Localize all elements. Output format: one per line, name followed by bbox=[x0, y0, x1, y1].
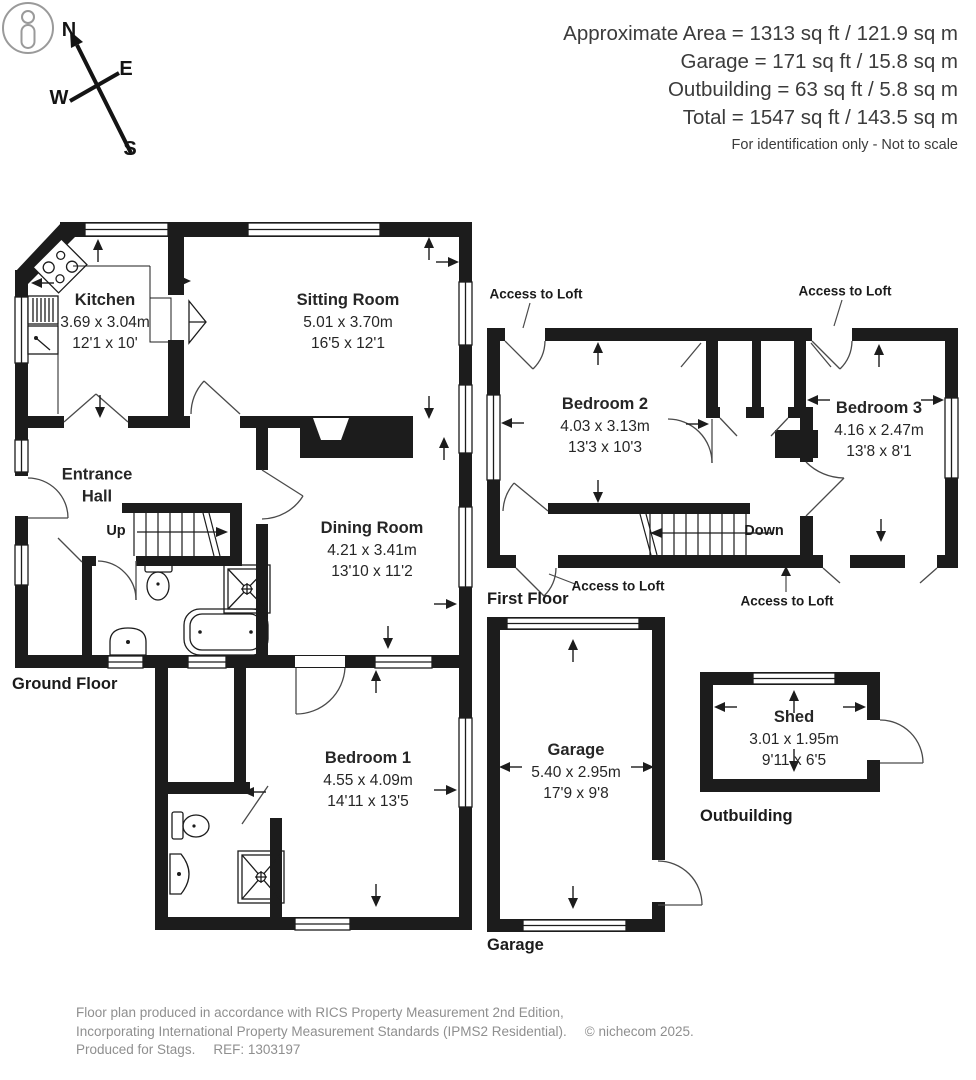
room-label-bedroom-1: Bedroom 1 4.55 x 4.09m 14'11 x 13'5 bbox=[323, 748, 413, 810]
bathtub-icon bbox=[184, 609, 268, 655]
caption-outbuilding: Outbuilding bbox=[700, 807, 793, 825]
approximate-area: Approximate Area = 1313 sq ft / 121.9 sq m bbox=[563, 22, 958, 45]
caption-first-floor: First Floor bbox=[487, 590, 569, 608]
toilet-icon bbox=[145, 561, 172, 600]
stairs-up-label: Up bbox=[106, 523, 126, 539]
outbuilding-area: Outbuilding = 63 sq ft / 5.8 sq m bbox=[667, 78, 958, 101]
room-label-bedroom-3: Bedroom 3 4.16 x 2.47m 13'8 x 8'1 bbox=[834, 398, 924, 460]
footer-text bbox=[76, 1004, 694, 1060]
total-area: Total = 1547 sq ft / 143.5 sq m bbox=[682, 106, 958, 129]
disclaimer: For identification only - Not to scale bbox=[731, 137, 958, 153]
room-label-dining-room: Dining Room 4.21 x 3.41m 13'10 x 11'2 bbox=[320, 518, 424, 580]
access-to-loft-label: Access to Loft bbox=[798, 283, 892, 299]
stairs-up bbox=[134, 513, 228, 556]
compass-e: E bbox=[119, 58, 133, 80]
caption-garage: Garage bbox=[487, 936, 544, 954]
compass-icon bbox=[50, 19, 137, 160]
access-to-loft-label: Access to Loft bbox=[489, 286, 583, 302]
sink-icon bbox=[110, 628, 146, 655]
footer-line-3: Produced for Stags. REF: 1303197 bbox=[76, 1042, 301, 1057]
copyright: © nichecom 2025. bbox=[584, 1023, 694, 1039]
compass-s: S bbox=[123, 138, 137, 160]
caption-ground-floor: Ground Floor bbox=[12, 675, 118, 693]
footer-line-2: Incorporating International Property Measurement Standards (IPMS2 Residential). © nichecom 2025. bbox=[76, 1023, 694, 1039]
room-label-sitting-room: Sitting Room 5.01 x 3.70m 16'5 x 12'1 bbox=[296, 290, 400, 352]
stairs-down-label: Down bbox=[744, 523, 784, 539]
compass-n: N bbox=[61, 19, 77, 41]
room-label-garage: Garage 5.40 x 2.95m 17'9 x 9'8 bbox=[531, 740, 621, 802]
access-to-loft-label: Access to Loft bbox=[740, 593, 834, 609]
sink-icon bbox=[170, 854, 189, 894]
bathroom-fixtures bbox=[110, 561, 270, 655]
compass-w: W bbox=[49, 87, 69, 109]
footer-line-1: Floor plan produced in accordance with RICS Property Measurement 2nd Edition, bbox=[76, 1005, 564, 1020]
toilet-icon bbox=[172, 812, 209, 839]
room-label-entrance-hall: Entrance Hall bbox=[61, 465, 133, 505]
kitchen-sink-icon bbox=[28, 296, 58, 354]
reference-number: REF: 1303197 bbox=[213, 1042, 301, 1057]
access-to-loft-label: Access to Loft bbox=[571, 578, 665, 594]
room-label-shed: Shed 3.01 x 1.95m 9'11 x 6'5 bbox=[749, 707, 839, 769]
area-summary bbox=[563, 20, 958, 156]
ensuite-fixtures bbox=[170, 812, 284, 903]
room-label-kitchen: Kitchen 3.69 x 3.04m 12'1 x 10' bbox=[60, 290, 150, 352]
room-label-bedroom-2: Bedroom 2 4.03 x 3.13m 13'3 x 10'3 bbox=[560, 394, 650, 456]
garage-area: Garage = 171 sq ft / 15.8 sq m bbox=[680, 50, 958, 73]
